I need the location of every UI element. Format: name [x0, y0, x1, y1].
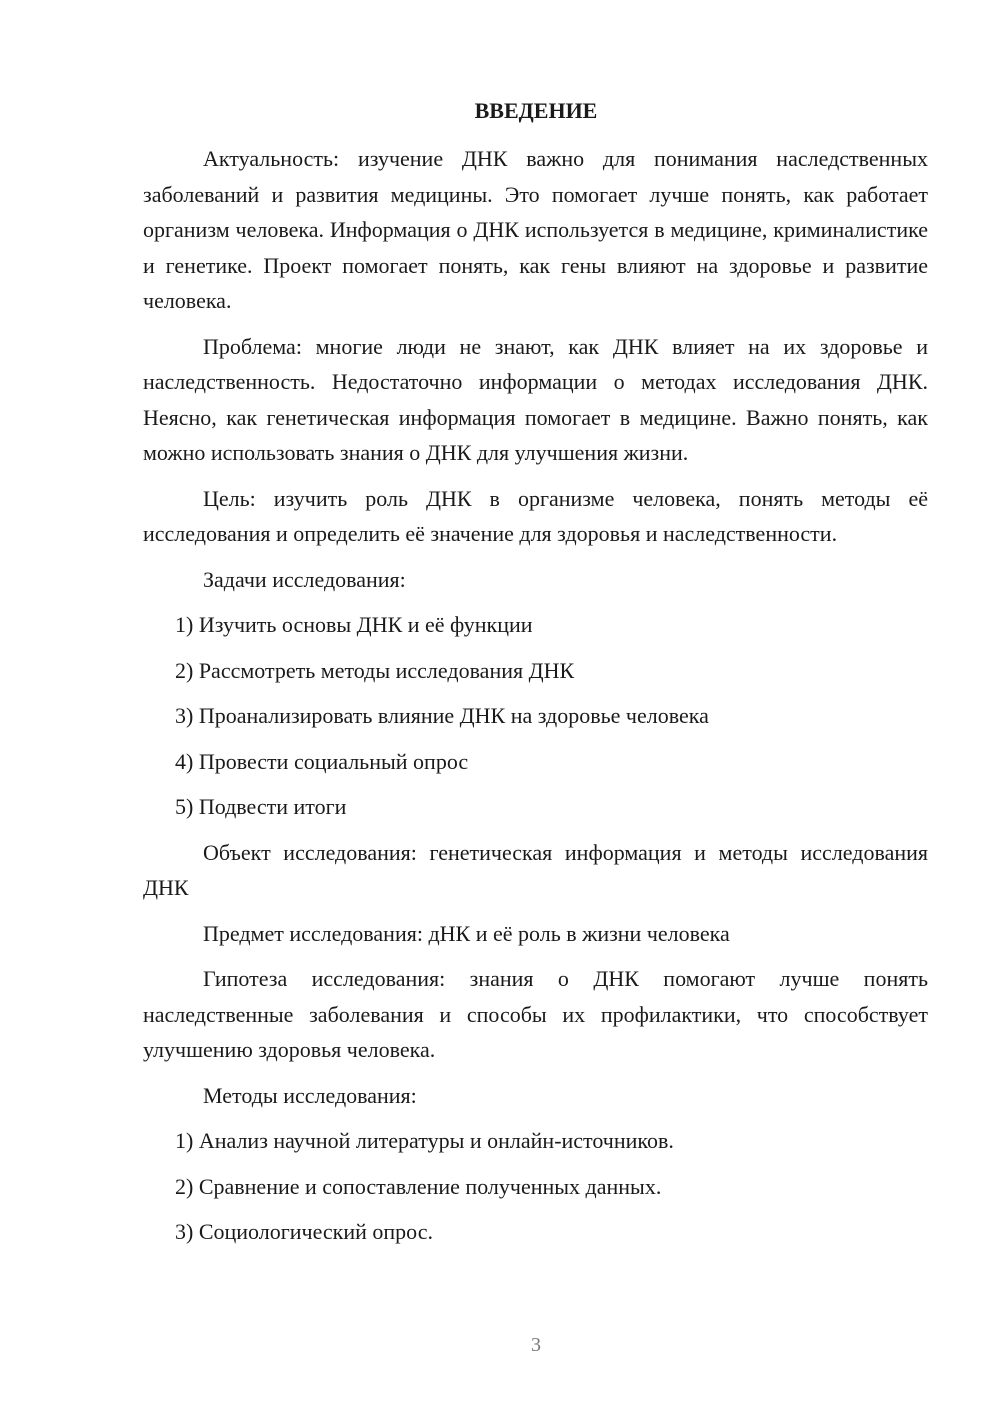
- tasks-heading: Задачи исследования:: [203, 566, 406, 592]
- problem-paragraph: Проблема: многие люди не знают, как ДНК влияет на их здоровье и наследственность. Недостаточно информации о методах исследования ДНК. Неясно, как генетическая информация помогает в медицине. Важно понять, как можно использовать знания о ДНК для улучшения жизни.: [143, 333, 928, 465]
- list-item: 3) Проанализировать влияние ДНК на здоровье человека: [175, 703, 709, 728]
- subject-paragraph: Предмет исследования: дНК и её роль в жизни человека: [203, 920, 730, 946]
- list-item: 2) Рассмотреть методы исследования ДНК: [175, 657, 575, 683]
- page-title: ВВЕДЕНИЕ: [474, 98, 598, 123]
- document-body: [143, 141, 928, 1260]
- methods-heading: Методы исследования:: [203, 1082, 417, 1108]
- list-item: 1) Изучить основы ДНК и её функции: [175, 612, 533, 637]
- list-item: 2) Сравнение и сопоставление полученных данных.: [175, 1173, 662, 1199]
- methods-list: [143, 1123, 928, 1250]
- list-item: 4) Провести социальный опрос: [175, 748, 469, 774]
- list-item: 3) Социологический опрос.: [175, 1219, 433, 1244]
- tasks-list: [143, 607, 928, 825]
- object-paragraph: Объект исследования: генетическая информация и методы исследования ДНК: [143, 839, 928, 900]
- relevance-paragraph: Актуальность: изучение ДНК важно для понимания наследственных заболеваний и развития медицины. Это помогает лучше понять, как работает организм человека. Информация о ДНК используется в медицине, криминалистике и генетике. Проект помогает понять, как гены влияют на здоровье и развитие человека.: [143, 146, 928, 313]
- list-item: 1) Анализ научной литературы и онлайн-источников.: [175, 1128, 674, 1153]
- goal-paragraph: Цель: изучить роль ДНК в организме человека, понять методы её исследования и определить её значение для здоровья и наследственности.: [143, 485, 928, 546]
- hypothesis-paragraph: Гипотеза исследования: знания о ДНК помогают лучше понять наследственные заболевания и способы их профилактики, что способствует улучшению здоровья человека.: [143, 966, 928, 1062]
- list-item: 5) Подвести итоги: [175, 794, 347, 819]
- page-number: 3: [531, 1334, 541, 1356]
